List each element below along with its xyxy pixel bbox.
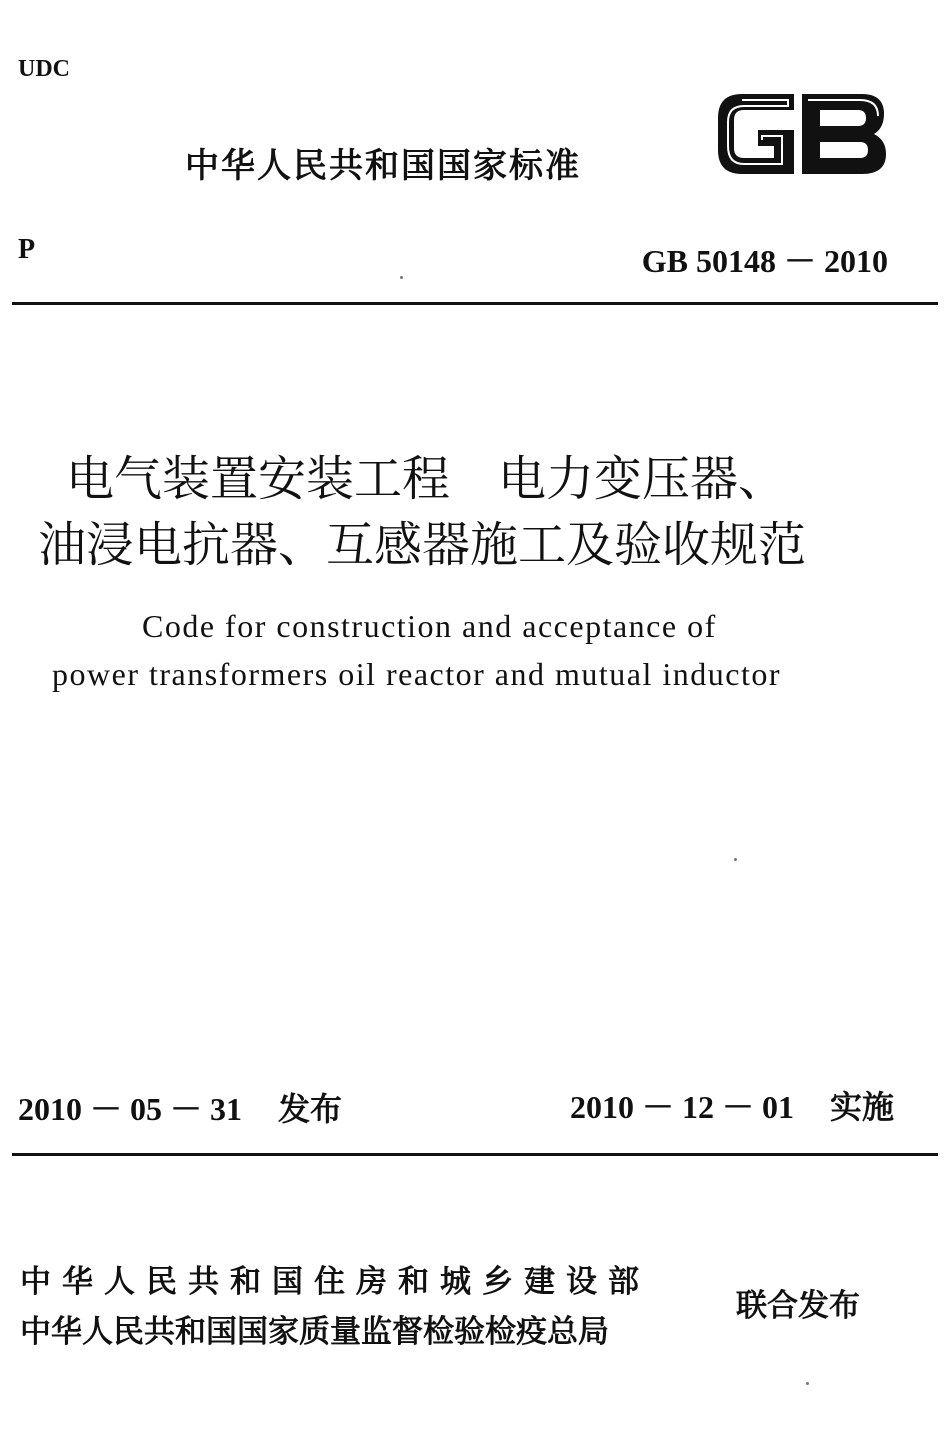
implement-date-block <box>570 1082 894 1128</box>
category-code: P <box>18 234 36 265</box>
gb-logo-icon <box>712 86 890 182</box>
issuer-line-2: 中华人民共和国国家质量监督检验检疫总局 <box>20 1314 609 1350</box>
scan-speck <box>734 858 737 861</box>
header-divider <box>12 302 938 305</box>
title-chinese-line-2: 油浸电抗器、互感器施工及验收规范 <box>38 517 807 573</box>
dates-divider <box>12 1153 938 1156</box>
scan-speck <box>806 1382 809 1385</box>
issue-date-block <box>18 1084 342 1130</box>
implement-date: 2010 － 12 － 01 <box>570 1089 795 1125</box>
standard-number: GB 50148 － 2010 <box>641 243 888 279</box>
issuer-line-1: 中华人民共和国住房和城乡建设部 <box>20 1264 650 1300</box>
title-english-line-2: power transformers oil reactor and mutual inductor <box>52 656 781 692</box>
joint-issue-label: 联合发布 <box>736 1288 860 1324</box>
udc-label: UDC <box>18 56 70 82</box>
title-english-line-1: Code for construction and acceptance of <box>142 608 717 644</box>
issue-date: 2010 － 05 － 31 <box>18 1091 243 1127</box>
scan-speck <box>400 276 403 279</box>
issue-label: 发布 <box>278 1090 343 1128</box>
implement-label: 实施 <box>830 1088 895 1126</box>
national-standard-heading: 中华人民共和国国家标准 <box>185 146 581 186</box>
title-chinese-line-1: 电气装置安装工程 电力变压器、 <box>66 451 787 507</box>
